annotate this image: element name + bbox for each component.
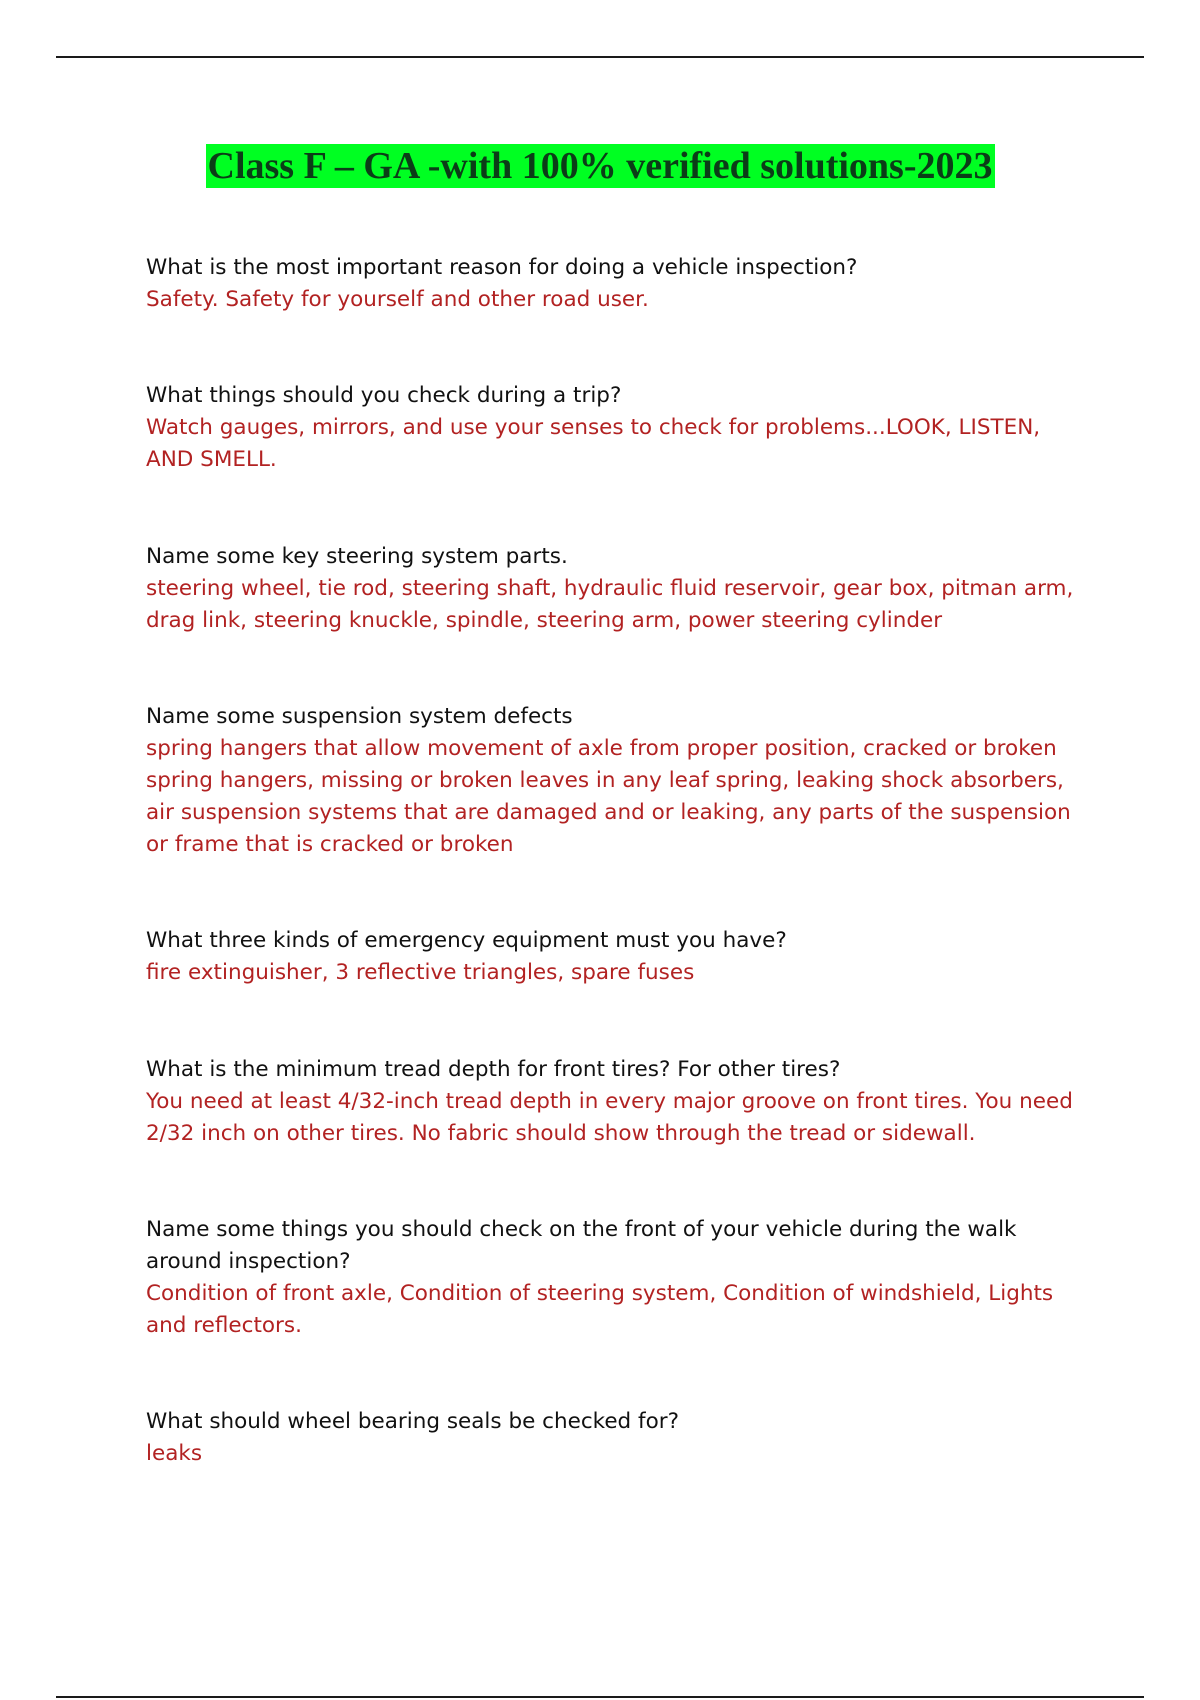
footer-rule (56, 1696, 1144, 1698)
qa-item-7 (146, 1214, 1076, 1342)
question: Name some suspension system defects (146, 704, 573, 729)
document-title: Class F – GA -with 100% verified solutions-2023 (207, 145, 993, 187)
title-wrapper (0, 144, 1200, 188)
question: What is the minimum tread depth for front tires? For other tires? (146, 1057, 841, 1082)
question: Name some key steering system parts. (146, 544, 568, 569)
qa-item-8 (146, 1406, 1076, 1470)
header-rule (56, 56, 1144, 58)
qa-item-2 (146, 380, 1076, 476)
qa-item-3 (146, 541, 1076, 637)
qa-item-6 (146, 1054, 1076, 1150)
qa-item-5 (146, 925, 1076, 989)
qa-item-1 (146, 252, 1076, 316)
answer: Condition of front axle, Condition of steering system, Condition of windshield, Lights and reflectors. (146, 1281, 1054, 1338)
question: What three kinds of emergency equipment must you have? (146, 928, 787, 953)
question: What should wheel bearing seals be checked for? (146, 1409, 680, 1434)
answer: spring hangers that allow movement of axle from proper position, cracked or broken spring hangers, missing or broken leaves in any leaf spring, leaking shock absorbers, air suspension systems that are damaged and or leaking, any parts of the suspension or frame that is cracked or broken (146, 736, 1071, 857)
answer: steering wheel, tie rod, steering shaft, hydraulic fluid reservoir, gear box, pitman arm, drag link, steering knuckle, spindle, steering arm, power steering cylinder (146, 576, 1074, 633)
answer: Watch gauges, mirrors, and use your senses to check for problems...LOOK, LISTEN, AND SMELL. (146, 415, 1041, 472)
answer: fire extinguisher, 3 reflective triangles, spare fuses (146, 960, 695, 985)
answer: Safety. Safety for yourself and other road user. (146, 287, 649, 312)
answer: leaks (146, 1441, 203, 1466)
question: What things should you check during a trip? (146, 383, 622, 408)
qa-item-4 (146, 701, 1076, 861)
question: What is the most important reason for doing a vehicle inspection? (146, 255, 858, 280)
question: Name some things you should check on the front of your vehicle during the walk around inspection? (146, 1217, 1017, 1274)
answer: You need at least 4/32-inch tread depth in every major groove on front tires. You need 2/32 inch on other tires. No fabric should show through the tread or sidewall. (146, 1089, 1073, 1146)
